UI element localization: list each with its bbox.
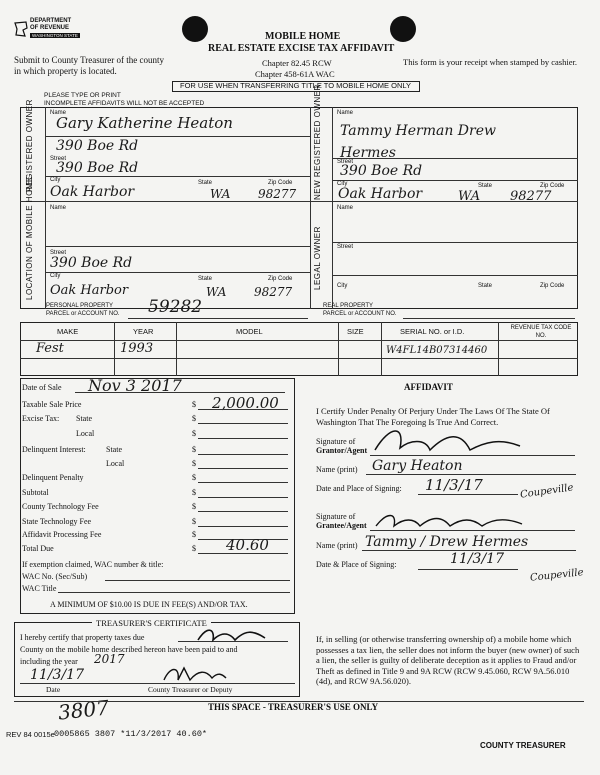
dollar-4: $ <box>192 445 196 454</box>
treasurer-date-label: Date <box>46 685 61 694</box>
label-location: LOCATION OF MOBILE HOME <box>25 176 34 300</box>
no-street-label: Street <box>337 159 354 165</box>
subtotal-label: Subtotal <box>22 488 49 497</box>
grantor-name-value: Gary Heaton <box>372 458 463 474</box>
county-signature <box>195 624 275 646</box>
ro-name-label: Name <box>50 110 67 116</box>
submit-line1: Submit to County Treasurer of the county <box>14 55 164 65</box>
minimum-due-note: A MINIMUM OF $10.00 IS DUE IN FEE(S) AND/OR TAX. <box>50 600 248 609</box>
col-make: MAKE <box>57 327 79 336</box>
exemption-label: If exemption claimed, WAC number & title: <box>22 560 164 569</box>
dollar-5: $ <box>192 459 196 468</box>
ro-zip-label: Zip Code <box>268 180 293 186</box>
di-local-label: Local <box>106 459 125 468</box>
vehicle-serial: W4FL14B07314460 <box>386 345 488 356</box>
vehicle-make: Fest <box>36 341 64 356</box>
date-of-sale-value: Nov 3 2017 <box>88 376 182 395</box>
lo-zip-label: Zip Code <box>540 283 565 289</box>
excise-state-label: State <box>76 414 92 423</box>
sale-price-value: 2,000.00 <box>212 394 279 412</box>
personal-parcel-value: 59282 <box>148 297 203 317</box>
treasurer-use-label: THIS SPACE - TREASURER'S USE ONLY <box>208 702 379 712</box>
vehicle-table <box>20 322 578 376</box>
excise-tax-label: Excise Tax: <box>22 414 60 423</box>
dollar-9: $ <box>192 517 196 526</box>
punch-hole-left <box>182 16 208 42</box>
dept-line2: OF REVENUE <box>30 25 70 31</box>
county-tech-fee-label: County Technology Fee <box>22 502 99 511</box>
chapter-rcw: Chapter 82.45 RCW <box>262 58 332 68</box>
no-state-label: State <box>478 183 493 189</box>
grantor-date-value: 11/3/17 <box>425 476 483 494</box>
no-name-value: Tammy Herman Drew Hermes <box>340 123 496 161</box>
county-treasurer-label: COUNTY TREASURER <box>480 741 566 750</box>
col-revenue-code: REVENUE TAX CODE NO. <box>510 325 572 339</box>
form-title: MOBILE HOME <box>265 31 341 42</box>
type-print-note: PLEASE TYPE OR PRINT <box>44 92 121 99</box>
treasurer-sig-label: County Treasurer or Deputy <box>148 685 233 694</box>
treasurer-title: TREASURER'S CERTIFICATE <box>92 618 211 628</box>
grantee-sig-label1: Signature of <box>316 512 356 521</box>
tax-lien-notice: If, in selling (or otherwise transferring ownership of) a mobile home which possesses a tax lien, the seller does not inform the buyer (new owner) of such a lien, the seller is guilty of deliberate deception as it applies to Fraud and/or Theft as defined in Title 9 and 9A RCW (RCW 9.45.060, RCW 9A.56.010 (4d), and RCW 9A.56.020). <box>316 634 580 686</box>
no-city-label: City <box>337 181 348 187</box>
ro-street-label: Street <box>50 156 67 162</box>
delinquent-penalty-label: Delinquent Penalty <box>22 473 84 482</box>
chapter-wac: Chapter 458-61A WAC <box>255 69 335 79</box>
dollar-3: $ <box>192 429 196 438</box>
grantor-signature <box>370 420 530 460</box>
grantee-place-value: Coupeville <box>529 567 585 584</box>
dollar-8: $ <box>192 502 196 511</box>
treasurer-text2: County on the mobile home described hereon have been paid to and <box>20 645 238 654</box>
no-zip-label: Zip Code <box>540 183 565 189</box>
personal-parcel-label: PARCEL or ACCOUNT NO. <box>46 311 120 317</box>
handwritten-number: 3807 <box>56 695 111 725</box>
no-name-label: Name <box>337 110 354 116</box>
total-due-value: 40.60 <box>226 536 269 554</box>
submit-line2: in which property is located. <box>14 66 117 76</box>
affidavit-fee-label: Affidavit Processing Fee <box>22 530 102 539</box>
treasurer-text1: I hereby certify that property taxes due <box>20 633 145 642</box>
wac-no-label: WAC No. (Sec/Sub) <box>22 572 88 581</box>
grantor-date-label: Date and Place of Signing: <box>316 484 402 493</box>
date-of-sale-label: Date of Sale <box>22 383 62 392</box>
use-banner: FOR USE WHEN TRANSFERRING TITLE TO MOBILE HOME ONLY <box>180 81 412 90</box>
dollar-10: $ <box>192 530 196 539</box>
no-city-value: Oak Harbor <box>338 186 423 202</box>
grantor-sig-label1: Signature of <box>316 437 356 446</box>
dept-line1: DEPARTMENT <box>30 18 72 24</box>
dollar-1: $ <box>192 400 196 409</box>
col-model: MODEL <box>236 327 263 336</box>
no-zip-value: 98277 <box>510 189 552 204</box>
lo-street-label: Street <box>337 244 354 250</box>
lo-city-label: City <box>337 283 348 289</box>
label-legal-owner: LEGAL OWNER <box>313 226 322 290</box>
di-state-label: State <box>106 445 122 454</box>
col-serial: SERIAL NO. or I.D. <box>400 327 465 336</box>
real-property-label: REAL PROPERTY <box>323 303 374 309</box>
grantee-name-value: Tammy / Drew Hermes <box>365 534 529 550</box>
loc-street-label: Street <box>50 250 67 256</box>
incomplete-note: INCOMPLETE AFFIDAVITS WILL NOT BE ACCEPTED <box>44 100 205 107</box>
loc-name-label: Name <box>50 205 67 211</box>
grantee-sig-label2: Grantee/Agent <box>316 521 367 530</box>
form-subtitle: REAL ESTATE EXCISE TAX AFFIDAVIT <box>208 43 395 54</box>
cashier-stamp: 0005865 3807 *11/3/2017 40.60* <box>54 729 208 739</box>
affidavit-text: I Certify Under Penalty Of Perjury Under The Laws Of The State Of Washington That The Foregoing Is True And Correct. <box>316 406 550 427</box>
state-tech-fee-label: State Technology Fee <box>22 517 92 526</box>
no-state-value: WA <box>458 189 481 204</box>
total-due-label: Total Due <box>22 544 54 553</box>
receipt-note: This form is your receipt when stamped by cashier. <box>403 57 577 67</box>
dollar-6: $ <box>192 473 196 482</box>
grantee-date-value: 11/3/17 <box>450 551 504 567</box>
treasurer-text3: including the year <box>20 657 78 666</box>
treasurer-year: 2017 <box>94 652 125 666</box>
real-parcel-label: PARCEL or ACCOUNT NO. <box>323 311 397 317</box>
dollar-7: $ <box>192 488 196 497</box>
loc-state-label: State <box>198 276 213 282</box>
rev-number: REV 84 0015e <box>6 730 55 739</box>
loc-street-value: 390 Boe Rd <box>50 255 133 271</box>
grantee-date-label: Date & Place of Signing: <box>316 560 397 569</box>
washington-state-icon <box>14 20 28 38</box>
label-new-registered-owner: NEW REGISTERED OWNER <box>313 84 322 200</box>
ro-city-value: Oak Harbor <box>50 184 135 200</box>
dollar-2: $ <box>192 414 196 423</box>
lo-state-label: State <box>478 283 493 289</box>
loc-state-value: WA <box>206 285 227 299</box>
vehicle-year: 1993 <box>120 341 154 356</box>
dept-line3: WASHINGTON STATE <box>32 33 78 38</box>
loc-zip-label: Zip Code <box>268 276 293 282</box>
col-size: SIZE <box>347 327 364 336</box>
grantee-name-label: Name (print) <box>316 541 358 550</box>
ro-state-label: State <box>198 180 213 186</box>
affidavit-title: AFFIDAVIT <box>404 382 453 392</box>
ro-street-value: 390 Boe Rd <box>56 160 139 176</box>
ro-state-value: WA <box>210 187 231 201</box>
ro-name-value: Gary Katherine Heaton <box>56 114 233 132</box>
personal-property-label: PERSONAL PROPERTY <box>46 303 114 309</box>
punch-hole-right <box>390 16 416 42</box>
delinquent-interest-label: Delinquent Interest: <box>22 445 86 454</box>
no-street-value: 390 Boe Rd <box>340 163 423 179</box>
treasurer-date-value: 11/3/17 <box>30 667 84 683</box>
dollar-11: $ <box>192 544 196 553</box>
wac-title-label: WAC Title <box>22 584 57 593</box>
label-registered-owner: REGISTERED OWNER <box>25 99 34 192</box>
ro-zip-value: 98277 <box>258 187 297 201</box>
loc-city-value: Oak Harbor <box>50 283 129 298</box>
loc-city-label: City <box>50 273 61 279</box>
excise-local-label: Local <box>76 429 95 438</box>
grantor-name-label: Name (print) <box>316 465 358 474</box>
lo-name-label: Name <box>337 205 354 211</box>
grantor-sig-label2: Grantor/Agent <box>316 446 368 455</box>
grantor-place-value: Coupeville <box>519 482 575 501</box>
ro-city-label: City <box>50 177 61 183</box>
col-year: YEAR <box>133 327 154 336</box>
ro-street-value-1: 390 Boe Rd <box>56 138 139 154</box>
loc-zip-value: 98277 <box>254 285 293 299</box>
taxable-sale-price-label: Taxable Sale Price <box>22 400 82 409</box>
